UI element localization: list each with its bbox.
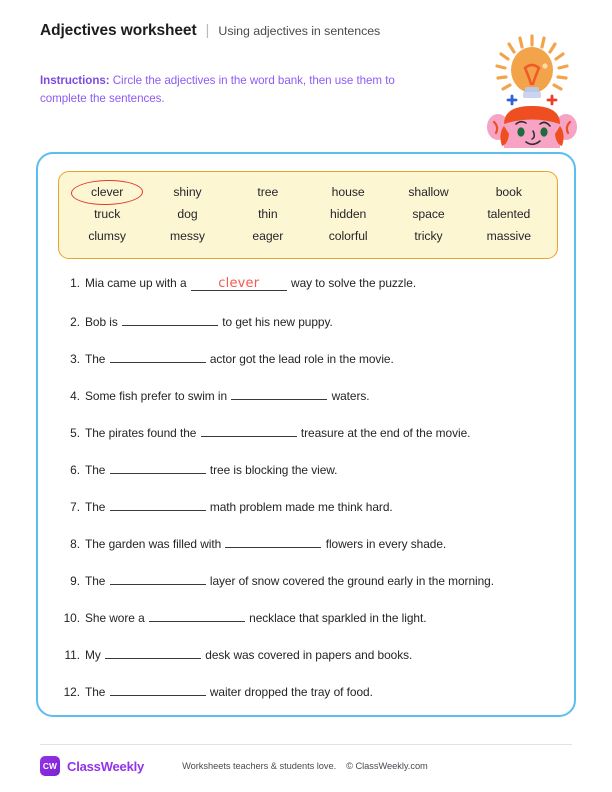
sentence-text-after: actor got the lead role in the movie. xyxy=(206,352,394,366)
word-bank-word[interactable]: hidden xyxy=(329,207,367,222)
answer-blank[interactable] xyxy=(110,350,206,363)
sentence-text-before: The pirates found the xyxy=(85,426,200,440)
sentence-text-after: treasure at the end of the movie. xyxy=(297,426,471,440)
word-bank-word[interactable]: eager xyxy=(252,229,284,244)
sentence-text-after: tree is blocking the view. xyxy=(206,463,338,477)
answer-blank[interactable] xyxy=(201,424,297,437)
word-bank-word[interactable]: truck xyxy=(94,207,121,222)
footer-copyright: © ClassWeekly.com xyxy=(346,761,428,771)
sentence-body xyxy=(80,387,370,403)
word-bank-word[interactable]: house xyxy=(331,185,365,200)
word-bank-word[interactable] xyxy=(67,181,147,203)
sentence-text-after: layer of snow covered the ground early in the morning. xyxy=(206,574,495,588)
instructions-label: Instructions: xyxy=(40,74,110,87)
sentence-number: 8. xyxy=(70,537,80,551)
sentence-text-before: The xyxy=(85,500,109,514)
sentence-body xyxy=(80,424,470,440)
sentence-list xyxy=(54,276,560,720)
answer-blank[interactable] xyxy=(105,646,201,659)
answer-blank[interactable] xyxy=(110,461,206,474)
word-bank-row xyxy=(67,181,549,203)
word-bank-word[interactable]: space xyxy=(412,207,445,222)
sentence-text-after: math problem made me think hard. xyxy=(206,500,393,514)
sentence-text-after: necklace that sparkled in the light. xyxy=(245,611,427,625)
page-title: Adjectives worksheet xyxy=(40,22,197,39)
sentence-item xyxy=(54,461,560,498)
sentence-number: 2. xyxy=(70,315,80,329)
sentence-text-before: Bob is xyxy=(85,315,122,329)
sentence-item xyxy=(54,387,560,424)
sentence-number: 11. xyxy=(64,648,80,662)
sentence-text-before: The xyxy=(85,685,109,699)
sentence-text-before: Mia came up with a xyxy=(85,276,190,290)
sentence-text-before: The garden was filled with xyxy=(85,537,225,551)
worksheet-card xyxy=(36,152,576,717)
word-text: clever xyxy=(91,185,124,200)
sentence-body xyxy=(80,572,494,588)
word-bank-word[interactable]: thin xyxy=(258,207,278,222)
sentence-text-before: The xyxy=(85,574,109,588)
word-bank-word[interactable]: shallow xyxy=(408,185,449,200)
instructions-text xyxy=(40,72,432,108)
sentence-item xyxy=(54,609,560,646)
sentence-item xyxy=(54,350,560,387)
answer-blank-filled[interactable]: clever xyxy=(191,277,287,291)
sentence-number: 12. xyxy=(63,685,80,699)
sentence-number: 9. xyxy=(70,574,80,588)
word-bank-word[interactable]: massive xyxy=(486,229,531,244)
sentence-number: 6. xyxy=(70,463,80,477)
word-bank-word[interactable]: colorful xyxy=(328,229,368,244)
sentence-body xyxy=(80,535,446,551)
footer-divider xyxy=(40,744,572,745)
sentence-body xyxy=(80,276,416,291)
sentence-text-after: to get his new puppy. xyxy=(219,315,333,329)
sentence-number: 7. xyxy=(70,500,80,514)
word-bank-word[interactable]: shiny xyxy=(173,185,202,200)
sentence-text-after: waters. xyxy=(328,389,370,403)
word-bank-word[interactable]: tree xyxy=(257,185,279,200)
word-bank-word[interactable]: book xyxy=(495,185,522,200)
sentence-body xyxy=(80,609,427,625)
sentence-number: 3. xyxy=(70,352,80,366)
classweekly-logo-icon: CW xyxy=(40,756,60,776)
instructions-body: Circle the adjectives in the word bank, then use them to complete the sentences. xyxy=(40,74,395,105)
sentence-number: 4. xyxy=(70,389,80,403)
word-bank-word[interactable]: clumsy xyxy=(88,229,126,244)
lightbulb-idea-head-icon xyxy=(482,32,582,148)
sentence-item xyxy=(54,424,560,461)
answer-blank[interactable] xyxy=(110,572,206,585)
red-circle-annotation xyxy=(71,179,144,206)
sentence-text-before: The xyxy=(85,463,109,477)
sentence-item xyxy=(54,646,560,683)
word-bank-word[interactable]: tricky xyxy=(414,229,443,244)
sentence-item xyxy=(54,276,560,313)
sentence-item xyxy=(54,535,560,572)
sentence-text-after: flowers in every shade. xyxy=(322,537,447,551)
sentence-text-before: Some fish prefer to swim in xyxy=(85,389,231,403)
sentence-body xyxy=(80,461,337,477)
sentence-text-after: way to solve the puzzle. xyxy=(287,276,417,290)
word-bank-word[interactable]: messy xyxy=(170,229,205,244)
answer-blank[interactable] xyxy=(110,498,206,511)
sentence-number: 1. xyxy=(70,276,80,290)
sentence-text-before: She wore a xyxy=(85,611,148,625)
sentence-number: 10. xyxy=(63,611,80,625)
sentence-body xyxy=(80,313,333,329)
sentence-body xyxy=(80,683,373,699)
page-footer xyxy=(40,756,572,776)
word-bank xyxy=(58,171,558,259)
answer-blank[interactable] xyxy=(231,387,327,400)
page-subtitle: Using adjectives in sentences xyxy=(218,24,381,38)
word-bank-row xyxy=(67,203,549,225)
sentence-item xyxy=(54,683,560,720)
sentence-text-after: waiter dropped the tray of food. xyxy=(206,685,373,699)
sentence-item xyxy=(54,572,560,609)
answer-blank[interactable] xyxy=(225,535,321,548)
sentence-item xyxy=(54,498,560,535)
sentence-body xyxy=(80,646,412,662)
sentence-text-after: desk was covered in papers and books. xyxy=(202,648,413,662)
footer-tagline: Worksheets teachers & students love. xyxy=(182,761,337,771)
sentence-text-before: My xyxy=(85,648,105,662)
sentence-body xyxy=(80,350,394,366)
title-separator: | xyxy=(205,22,210,39)
word-bank-word[interactable]: dog xyxy=(177,207,198,222)
sentence-text-before: The xyxy=(85,352,109,366)
answer-blank[interactable] xyxy=(122,313,218,326)
sentence-number: 5. xyxy=(70,426,80,440)
word-bank-word[interactable]: talented xyxy=(487,207,531,222)
word-bank-row xyxy=(67,225,549,247)
sentence-item xyxy=(54,313,560,350)
sentence-body xyxy=(80,498,393,514)
brand-name: ClassWeekly xyxy=(67,758,145,774)
answer-blank[interactable] xyxy=(110,683,206,696)
answer-blank[interactable] xyxy=(149,609,245,622)
